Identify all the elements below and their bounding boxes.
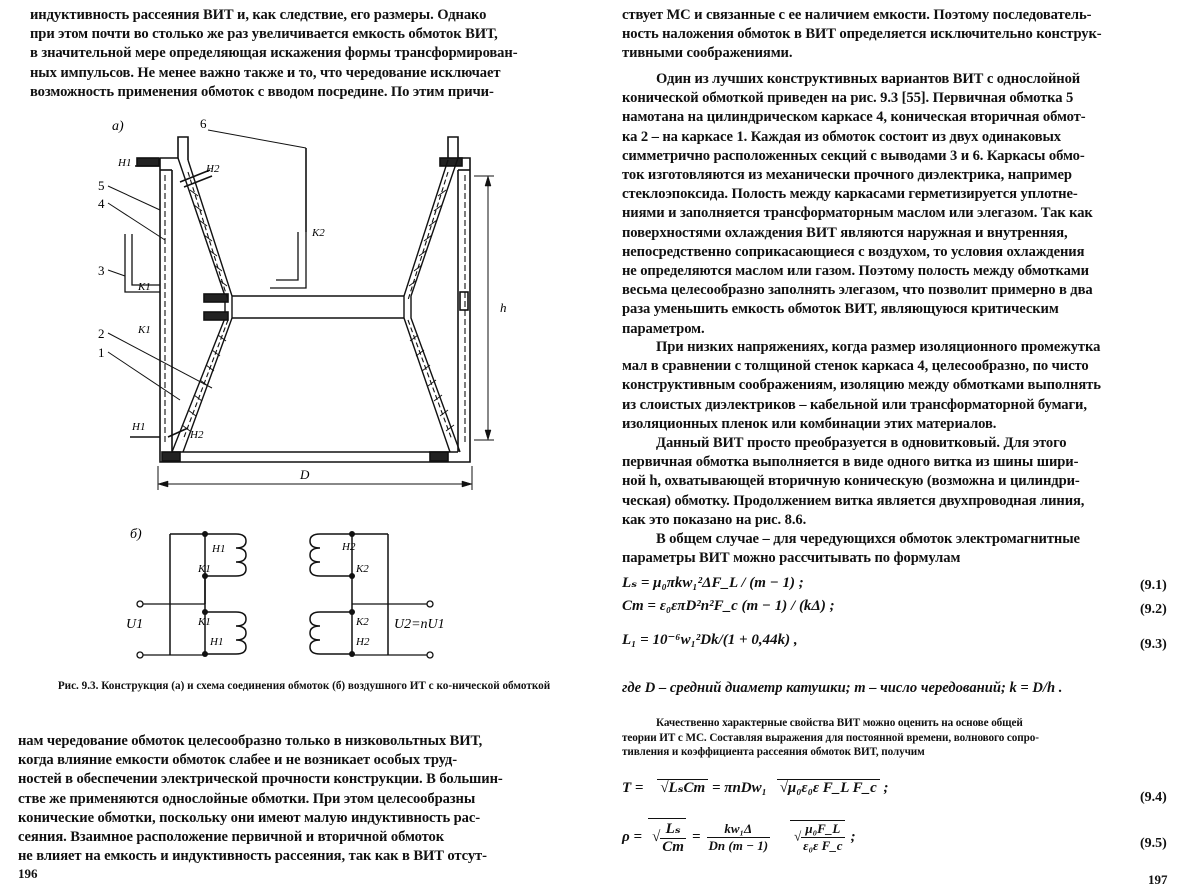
eq5-frac3-den: ε₀ε F_c bbox=[803, 838, 843, 853]
text-line: При низких напряжениях, когда размер изоляционного промежутка bbox=[656, 339, 1101, 355]
text-line: непосредственно соприкасающиеся с воздухом, то условия охлаждения bbox=[622, 243, 1085, 260]
eq5-frac2 bbox=[707, 821, 771, 854]
text-line: конической обмоткой приведен на рис. 9.3 [55]. Первичная обмотка 5 bbox=[622, 90, 1074, 107]
equation-9-1: Lₛ = μ₀πkw₁²ΔF_L / (m − 1) ; bbox=[622, 575, 804, 591]
text-line: ческая) обмотку. Продолжением витка является двухпроводная линия, bbox=[622, 492, 1085, 509]
fig-label-5: 5 bbox=[98, 178, 105, 193]
fig-label-h1-top: Н1 bbox=[118, 157, 132, 169]
text-line: ток изготовляются из механически прочного диэлектрика, например bbox=[622, 167, 1072, 184]
eq5-sqrt2: √ $\frac{\text{μ₀F\_L}}{\text{ε₀ε F\_c}}$ bbox=[790, 820, 845, 854]
text-line: ниями и заполняется трансформаторным маслом или элегазом. Так как bbox=[622, 205, 1093, 222]
text-line: в значительной мере определяющая искажения формы трансформирован- bbox=[30, 45, 518, 62]
text-line: как это показано на рис. 8.6. bbox=[622, 511, 807, 528]
text-line: нам чередование обмоток целесообразно только в низковольтных ВИТ, bbox=[18, 733, 483, 749]
text-line: весьма целесообразно заполнять элегазом, что позволит примерно в два bbox=[622, 282, 1093, 299]
eq4-sqrt-content: LₛCт bbox=[668, 780, 706, 796]
text-line: первичная обмотка выполняется в виде одного витка из шины шири- bbox=[622, 454, 1079, 471]
where-line: где D – средний диаметр катушки; m – число чередований; k = D/h . bbox=[622, 680, 1063, 696]
text-line: возможность применения обмоток с вводом посредине. По этим причи- bbox=[30, 83, 494, 100]
equation-number-9-3: (9.3) bbox=[1140, 637, 1167, 652]
eq5-frac2-den: Dn (m − 1) bbox=[708, 837, 769, 853]
text-line: конические обмотки, поскольку они имеют малую индуктивность рас- bbox=[18, 809, 480, 826]
eq5-eq: = bbox=[691, 828, 701, 845]
equation-9-3: L₁ = 10⁻⁶w₁²Dk/(1 + 0,44k) , bbox=[622, 632, 798, 648]
text-line: мал в сравнении с толщиной стенок каркаса 4, целесообразно, по чисто bbox=[622, 358, 1089, 375]
right-paragraph-1 bbox=[622, 6, 1178, 64]
eq4-lhs: T = bbox=[622, 780, 644, 796]
eq5-frac1 bbox=[660, 819, 686, 856]
text-line: ка 2 – на каркасе 1. Каждая из обмоток состоит из двух одинаковых bbox=[622, 128, 1062, 145]
text-line: сеяния. Взаимное расположение первичной и вторичной обмоток bbox=[18, 829, 445, 846]
text-line: ных импульсов. Не менее важно также и то, что чередование исключает bbox=[30, 64, 501, 81]
text-line: конструктивным соображениям, изоляцию между обмотками выполнять bbox=[622, 377, 1101, 394]
equation-9-4 bbox=[622, 778, 889, 797]
left-bottom-paragraph bbox=[18, 732, 576, 866]
sch-label-u2: U2=nU1 bbox=[394, 617, 445, 632]
page-number-left: 196 bbox=[18, 866, 38, 881]
equation-number-9-5: (9.5) bbox=[1140, 836, 1167, 851]
eq5-frac3-num: μ₀F_L bbox=[801, 821, 844, 838]
sch-label-k2a: К2 bbox=[356, 563, 369, 575]
fig-label-b: б) bbox=[130, 527, 142, 542]
sch-label-k1a: К1 bbox=[198, 563, 211, 575]
eq5-frac1-den: Cт bbox=[662, 839, 684, 855]
text-line: ностей в обеспечении электрической прочности конструкции. В большин- bbox=[18, 771, 503, 788]
text-line: стве же применяются однослойные обмотки. При этом целесообразны bbox=[18, 790, 476, 807]
eq5-frac2-num: kw₁Δ bbox=[707, 821, 771, 838]
eq5-end: ; bbox=[850, 828, 856, 845]
equation-number-9-4: (9.4) bbox=[1140, 790, 1167, 805]
sch-label-h2b: Н2 bbox=[356, 636, 370, 648]
fig-label-a: а) bbox=[112, 119, 124, 134]
sch-label-k2b: К2 bbox=[356, 616, 369, 628]
text-line: параметром. bbox=[622, 320, 705, 337]
sch-label-u1: U1 bbox=[126, 617, 144, 632]
text-line: ность наложения обмоток в ВИТ определяется исключительно конструк- bbox=[622, 26, 1102, 43]
eq5-lhs: ρ = bbox=[622, 828, 643, 845]
fig-label-h2-top: Н2 bbox=[206, 163, 220, 175]
fig-label-k1-mid: К1 bbox=[138, 281, 151, 293]
equation-9-5 bbox=[622, 818, 856, 856]
right-paragraph-2 bbox=[622, 70, 1178, 339]
small-paragraph bbox=[622, 716, 1178, 760]
eq4-sqrt: √LₛCт bbox=[657, 779, 708, 796]
fig-label-1: 1 bbox=[98, 345, 105, 360]
right-paragraph-3 bbox=[622, 338, 1178, 434]
fig-label-3: 3 bbox=[98, 263, 105, 278]
text-line: ствует МС и связанные с ее наличием емкости. Поэтому последователь- bbox=[622, 7, 1092, 23]
text-line: Рис. 9.3. Конструкция (а) и схема соединения обмоток (б) воздушного ИТ с ко- bbox=[57, 680, 453, 692]
text-line: когда влияние емкости обмоток слабее и не возникает особых труд- bbox=[18, 752, 457, 769]
right-paragraph-5 bbox=[622, 530, 1178, 568]
sch-label-h1b: Н1 bbox=[210, 636, 224, 648]
sch-label-h1a: Н1 bbox=[212, 543, 226, 555]
text-line: индуктивность рассеяния ВИТ и, как следствие, его размеры. Однако bbox=[30, 7, 487, 23]
fig-label-6: 6 bbox=[200, 116, 207, 131]
fig-label-k2-top: К2 bbox=[312, 227, 325, 239]
text-line: параметры ВИТ можно рассчитывать по формулам bbox=[622, 550, 961, 567]
text-line: симметрично расположенных секций с выводами 3 и 6. Каркасы обмо- bbox=[622, 147, 1085, 164]
figure-caption bbox=[14, 680, 594, 694]
sch-label-k1b: К1 bbox=[198, 616, 211, 628]
text-line: Данный ВИТ просто преобразуется в одновитковый. Для этого bbox=[656, 435, 1067, 451]
text-line: из слоистых диэлектриков – кабельной или трансформаторной бумаги, bbox=[622, 396, 1087, 413]
equation-number-9-2: (9.2) bbox=[1140, 602, 1167, 617]
figure-9-3 bbox=[0, 0, 600, 660]
fig-label-4: 4 bbox=[98, 196, 105, 211]
eq5-frac1-num: Lₛ bbox=[660, 819, 686, 839]
text-line: В общем случае – для чередующихся обмоток электромагнитные bbox=[656, 531, 1080, 547]
text-line: при этом почти во столько же раз увеличивается емкость обмоток ВИТ, bbox=[30, 26, 498, 43]
text-line: нической обмоткой bbox=[452, 680, 551, 692]
fig-label-h: h bbox=[500, 300, 507, 315]
eq4-sqrt2: √μ₀ε₀ε F_L F_c bbox=[777, 779, 880, 796]
equation-number-9-1: (9.1) bbox=[1140, 578, 1167, 593]
right-page bbox=[600, 0, 1200, 892]
right-paragraph-4 bbox=[622, 434, 1178, 530]
text-line: стеклоэпоксида. Полость между каркасами герметизируется уплотне- bbox=[622, 186, 1078, 203]
text-line: изоляционных пленок или комбинации этих материалов. bbox=[622, 415, 997, 432]
text-line: раза уменьшить емкость обмоток ВИТ, являющуюся критическим bbox=[622, 301, 1059, 318]
text-line: не определяются маслом или газом. Поэтому полость между обмотками bbox=[622, 263, 1089, 280]
eq5-frac3 bbox=[801, 821, 844, 854]
fig-label-h2-bot: Н2 bbox=[190, 429, 204, 441]
text-line: теории ИТ с МС. Составляя выражения для постоянной времени, волнового сопро- bbox=[622, 731, 1039, 744]
text-line: намотана на цилиндрическом каркасе 4, коническая вторичная обмот- bbox=[622, 109, 1086, 126]
fig-label-D: D bbox=[300, 467, 310, 482]
text-line: поверхностями охлаждения ВИТ являются наружная и внутренняя, bbox=[622, 224, 1068, 241]
eq5-sqrt1: √ $\frac{\text{Lₛ}}{Cт}$ bbox=[648, 818, 686, 856]
page-number-right: 197 bbox=[1148, 872, 1168, 887]
eq4-sqrt2-content: μ₀ε₀ε F_L F_c bbox=[787, 780, 877, 796]
equation-9-2: Cт = ε₀επD²n²F_c (m − 1) / (kΔ) ; bbox=[622, 598, 835, 614]
eq4-end: ; bbox=[883, 780, 889, 796]
fig-label-2: 2 bbox=[98, 326, 105, 341]
fig-label-h1-bot: Н1 bbox=[132, 421, 146, 433]
text-line: ной h, охватывающей вторичную коническую (возможна и цилиндри- bbox=[622, 473, 1080, 490]
text-line: Один из лучших конструктивных вариантов ВИТ с однослойной bbox=[656, 71, 1081, 87]
sch-label-h2a: Н2 bbox=[342, 541, 356, 553]
text-line: тивными соображениями. bbox=[622, 45, 793, 62]
eq4-mid: = πnDw₁ bbox=[711, 780, 767, 796]
text-line: тивления и коэффициента рассеяния обмоток ВИТ, получим bbox=[622, 746, 925, 759]
text-line: не влияет на емкость и индуктивность рассеяния, так как в ВИТ отсут- bbox=[18, 848, 487, 865]
fig-label-k1-low: К1 bbox=[138, 324, 151, 336]
text-line: Качественно характерные свойства ВИТ можно оценить на основе общей bbox=[656, 717, 1023, 729]
